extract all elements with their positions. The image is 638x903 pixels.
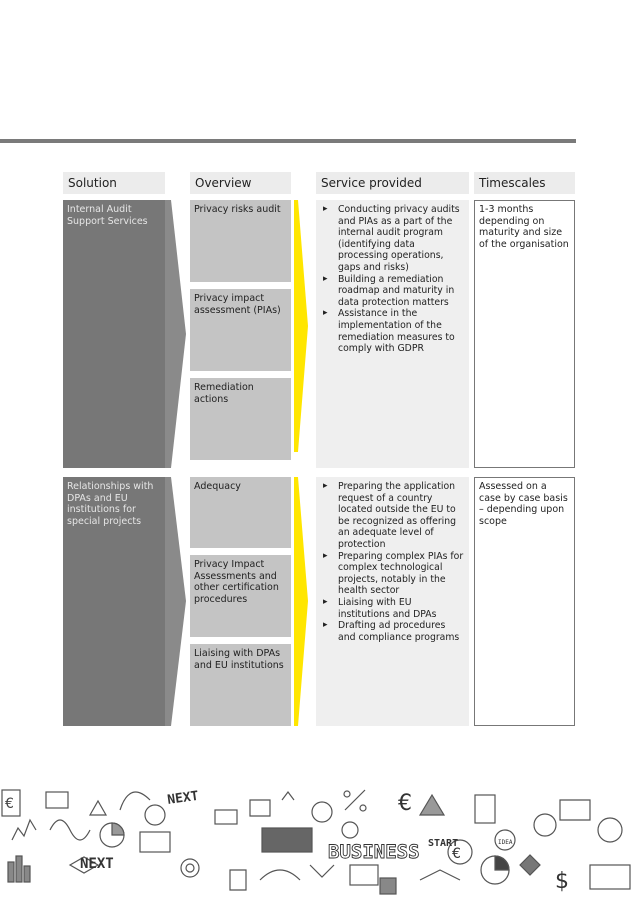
business-word: BUSINESS <box>328 841 420 863</box>
laptop-icon <box>350 865 378 885</box>
service-provided-row1 <box>316 200 469 468</box>
service-bullet: ▸ Preparing the application request of a country located outside the EU to be recognized as offering an adequate level of protection <box>320 481 465 551</box>
money-icon <box>215 810 237 824</box>
triangle-icon <box>90 801 106 815</box>
percent-icon <box>345 790 365 810</box>
header-timescales: Timescales <box>474 172 575 194</box>
solution-internal-audit: Internal Audit Support Services <box>63 200 165 468</box>
dollar-icon: $ <box>555 869 569 894</box>
euro-coin-icon <box>534 814 556 836</box>
header-solution: Solution <box>63 172 165 194</box>
solution-relationships-dpas: Relationships with DPAs and EU institutions for special projects <box>63 477 165 726</box>
row1-yellow-arrow <box>294 200 308 452</box>
euro-icon: € <box>5 796 14 812</box>
screen-icon <box>590 865 630 889</box>
calendar-icon <box>46 792 68 808</box>
next-word-upper: NEXT <box>166 788 200 808</box>
row1-gray-arrow <box>165 200 186 468</box>
service-bullet: ▸ Preparing complex PIAs for complex technological projects, notably in the health sector <box>320 551 465 597</box>
coffee-cup-icon <box>312 802 332 822</box>
start-word: START <box>428 838 459 849</box>
overview-privacy-risks-audit: Privacy risks audit <box>190 200 291 282</box>
service-bullet: ▸ Building a remediation roadmap and maturity in data protection matters <box>320 274 465 309</box>
idea-word: IDEA <box>498 839 513 846</box>
row2-yellow-arrow <box>294 477 308 726</box>
overview-liaising-dpas: Liaising with DPAs and EU institutions <box>190 644 291 726</box>
timescale-row1: 1-3 months depending on maturity and size of the organisation <box>474 200 575 468</box>
target-icon <box>181 859 199 877</box>
next-word-lower: NEXT <box>80 856 114 872</box>
service-bullet: ▸ Drafting ad procedures and compliance programs <box>320 620 465 643</box>
business-doodle-illustration <box>0 770 638 903</box>
header-service-provided: Service provided <box>316 172 469 194</box>
service-bullet: ▸ Conducting privacy audits and PIAs as a part of the internal audit program (identifying data processing operations, gaps and risks) <box>320 204 465 274</box>
gauge-icon <box>598 818 622 842</box>
svg-text:€: € <box>452 846 461 862</box>
pyramid-icon <box>420 795 444 815</box>
line-chart-icon <box>12 820 36 840</box>
globe-icon <box>145 805 165 825</box>
overview-pia-certification: Privacy Impact Assessments and other certification procedures <box>190 555 291 637</box>
euro-big-icon: € <box>398 791 412 816</box>
row2-gray-arrow <box>165 477 186 726</box>
service-provided-row2 <box>316 477 469 726</box>
service-bullet: ▸ Liaising with EU institutions and DPAs <box>320 597 465 620</box>
clock-icon <box>342 822 358 838</box>
timescale-row2: Assessed on a case by case basis – depending upon scope <box>474 477 575 726</box>
filmstrip-icon <box>262 828 312 852</box>
chart-board-icon <box>140 832 170 852</box>
overview-adequacy: Adequacy <box>190 477 291 548</box>
header-overview: Overview <box>190 172 291 194</box>
overview-privacy-impact-assessment: Privacy impact assessment (PIAs) <box>190 289 291 371</box>
service-bullet: ▸ Assistance in the implementation of the remediation measures to comply with GDPR <box>320 308 465 354</box>
overview-remediation-actions: Remediation actions <box>190 378 291 460</box>
calculator-icon <box>475 795 495 823</box>
